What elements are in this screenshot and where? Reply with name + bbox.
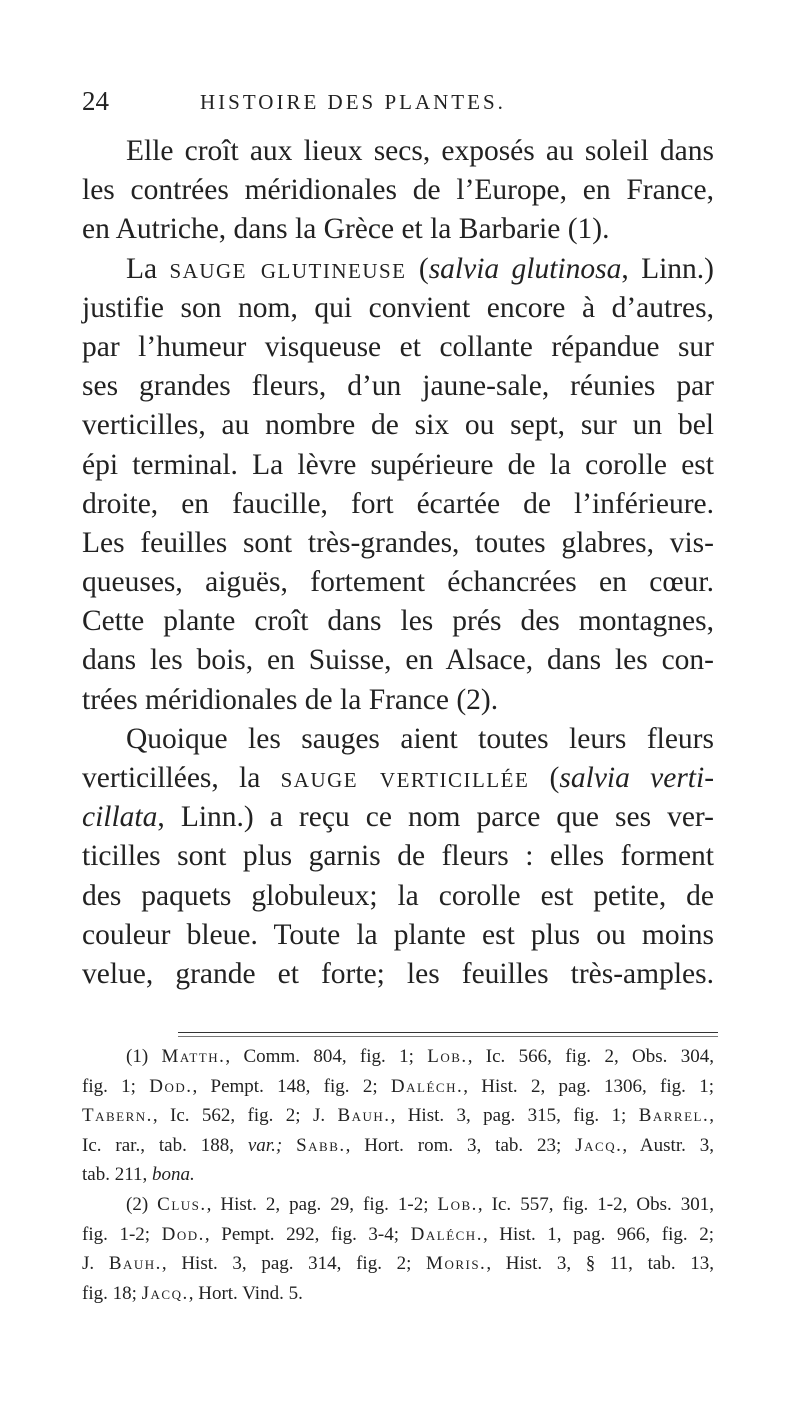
text-line: verticilles, au nombre de six ou sept, sur un bel bbox=[82, 409, 714, 442]
text-line: épi terminal. La lèvre supérieure de la corolle est bbox=[82, 448, 714, 481]
text-line: dans les bois, en Suisse, en Alsace, dans les con- bbox=[82, 644, 714, 677]
plant-name-smallcaps: sauge verticillée bbox=[280, 762, 530, 794]
text-line: Elle croît aux lieux secs, exposés au soleil dans bbox=[126, 135, 714, 167]
text-line: Quoique les sauges aient toutes leurs fleurs bbox=[126, 722, 714, 755]
plant-name-smallcaps: sauge glutineuse bbox=[169, 252, 407, 285]
footnote-line: Ic. rar., tab. 188, var.; Sabb., Hort. rom. 3, tab. 23; Jacq., Austr. 3, bbox=[82, 1134, 715, 1156]
latin-name: salvia glutinosa bbox=[428, 252, 622, 285]
footnote-line: (1) Matth., Comm. 804, fig. 1; Lob., Ic. 566, fig. 2, Obs. 304, bbox=[126, 1046, 715, 1067]
footnote-line: fig. 1; Dod., Pempt. 148, fig. 2; Daléch., Hist. 2, pag. 1306, fig. 1; bbox=[82, 1075, 714, 1097]
footnote-divider bbox=[178, 1032, 718, 1033]
text-line: velue, grande et forte; les feuilles très-amples. bbox=[82, 957, 714, 990]
running-title: HISTOIRE DES PLANTES. bbox=[200, 90, 506, 114]
text-line: Cette plante croît dans les prés des montagnes, bbox=[82, 605, 714, 638]
page-header bbox=[82, 86, 712, 126]
text-line: ticilles sont plus garnis de fleurs : elles forment bbox=[82, 840, 714, 873]
footnote-line: fig. 1-2; Dod., Pempt. 292, fig. 3-4; Daléch., Hist. 1, pag. 966, fig. 2; bbox=[82, 1223, 714, 1245]
text-line: droite, en faucille, fort écartée de l’inférieure. bbox=[82, 487, 714, 520]
text-line: des paquets globuleux; la corolle est petite, de bbox=[82, 879, 714, 912]
text-line: par l’humeur visqueuse et collante répandue sur bbox=[82, 330, 714, 363]
text-line: justifie son nom, qui convient encore à d’autres, bbox=[82, 291, 714, 324]
footnote-line: tab. 211, bona. bbox=[82, 1164, 195, 1186]
text-line: cillata, Linn.) a reçu ce nom parce que ses ver- bbox=[82, 801, 714, 834]
footnote-line: Tabern., Ic. 562, fig. 2; J. Bauh., Hist. 3, pag. 315, fig. 1; Barrel., bbox=[82, 1105, 714, 1127]
text-line: trées méridionales de la France (2). bbox=[82, 683, 499, 716]
text-line: couleur bleue. Toute la plante est plus ou moins bbox=[82, 918, 714, 951]
page-number: 24 bbox=[82, 86, 109, 116]
text-line: les contrées méridionales de l’Europe, en France, bbox=[82, 174, 714, 207]
footnote-line: fig. 18; Jacq., Hort. Vind. 5. bbox=[82, 1282, 303, 1304]
footnote-divider-thin bbox=[178, 1036, 718, 1037]
text-line: verticillées, la sauge verticillée (salvia verti- bbox=[82, 762, 715, 794]
text-line: en Autriche, dans la Grèce et la Barbarie (1). bbox=[82, 213, 610, 246]
text-line: La sauge glutineuse (salvia glutinosa, Linn.) bbox=[126, 252, 714, 285]
latin-name: cillata bbox=[82, 801, 158, 834]
text-line: ses grandes fleurs, d’un jaune-sale, réunies par bbox=[82, 370, 714, 403]
text-line: Les feuilles sont très-grandes, toutes glabres, vis- bbox=[82, 526, 714, 559]
body-text bbox=[82, 132, 714, 994]
text-line: queuses, aiguës, fortement échancrées en cœur. bbox=[82, 566, 714, 599]
footnote-line: (2) Clus., Hist. 2, pag. 29, fig. 1-2; Lob., Ic. 557, fig. 1-2, Obs. 301, bbox=[126, 1193, 715, 1215]
latin-name: salvia verti- bbox=[559, 762, 715, 794]
footnote-line: J. Bauh., Hist. 3, pag. 314, fig. 2; Moris., Hist. 3, § 11, tab. 13, bbox=[82, 1253, 714, 1275]
footnotes bbox=[82, 1042, 714, 1308]
